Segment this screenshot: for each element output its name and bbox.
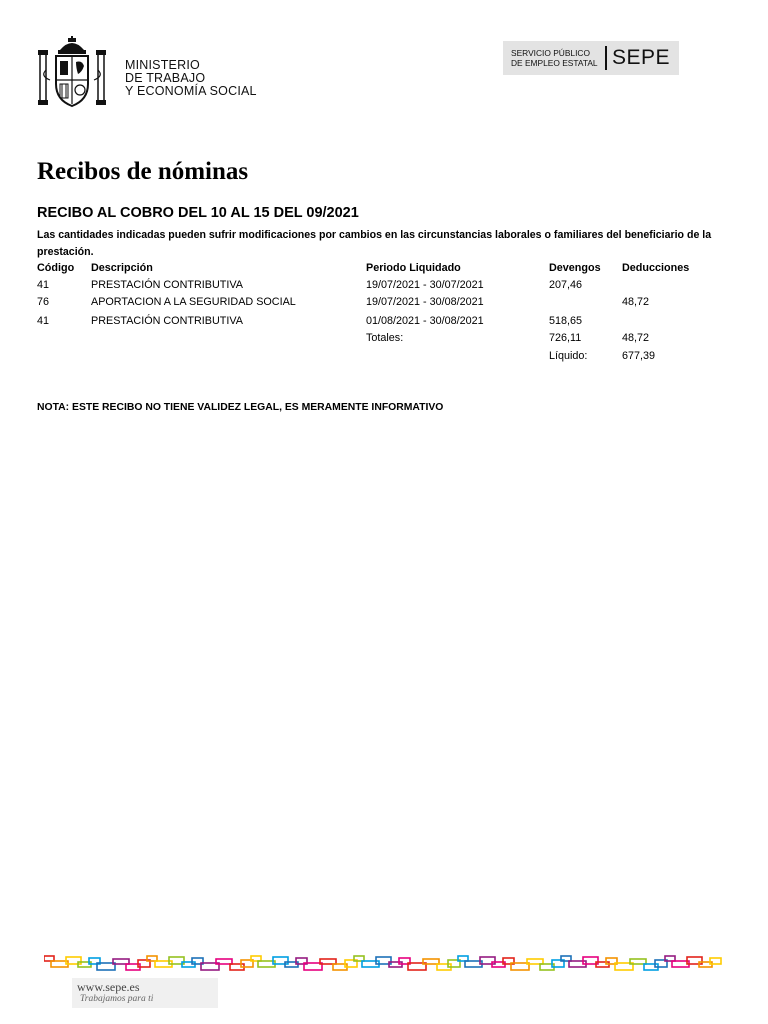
receipt-heading: RECIBO AL COBRO DEL 10 AL 15 DEL 09/2021 xyxy=(37,205,359,221)
footer-slogan: Trabajamos para ti xyxy=(80,994,154,1004)
page-title: Recibos de nóminas xyxy=(37,158,249,185)
ministry-line-3: Y ECONOMÍA SOCIAL xyxy=(125,84,257,98)
disclaimer-text: Las cantidades indicadas pueden sufrir modificaciones por cambios en las circunstancias laborales o familiares del beneficiario de la prestación. xyxy=(37,229,712,258)
totals-label: Totales: xyxy=(366,332,404,344)
decorative-chain-banner xyxy=(44,952,724,974)
ministry-name xyxy=(125,59,257,98)
column-header-codigo: Código xyxy=(37,262,75,274)
totals-devengos: 726,11 xyxy=(549,332,582,344)
row-1-periodo: 19/07/2021 - 30/07/2021 xyxy=(366,279,484,291)
row-1-devengos: 207,46 xyxy=(549,279,583,291)
ministry-line-2: DE TRABAJO xyxy=(125,71,206,85)
column-header-deducciones: Deducciones xyxy=(622,262,690,274)
column-header-descripcion: Descripción xyxy=(91,262,153,274)
sepe-logo-subtitle xyxy=(511,48,598,68)
row-3-periodo: 01/08/2021 - 30/08/2021 xyxy=(366,315,484,327)
row-3-codigo: 41 xyxy=(37,315,50,327)
row-1-codigo: 41 xyxy=(37,279,50,291)
coat-of-arms-logo xyxy=(38,36,106,110)
liquido-value: 677,39 xyxy=(622,350,656,362)
row-2-codigo: 76 xyxy=(37,296,50,308)
footer-brand xyxy=(72,978,218,1008)
sepe-logo xyxy=(503,41,679,75)
row-2-periodo: 19/07/2021 - 30/08/2021 xyxy=(366,296,484,308)
liquido-label: Líquido: xyxy=(549,350,588,362)
legal-validity-note: NOTA: ESTE RECIBO NO TIENE VALIDEZ LEGAL, ES MERAMENTE INFORMATIVO xyxy=(37,402,444,413)
sepe-small-line-1: SERVICIO PÚBLICO xyxy=(511,48,590,58)
row-2-descripcion: APORTACION A LA SEGURIDAD SOCIAL xyxy=(91,296,296,308)
footer-url: www.sepe.es xyxy=(77,980,140,994)
sepe-logo-wordmark: SEPE xyxy=(612,46,671,69)
row-1-descripcion: PRESTACIÓN CONTRIBUTIVA xyxy=(91,279,243,291)
totals-deducciones: 48,72 xyxy=(622,332,650,344)
row-3-devengos: 518,65 xyxy=(549,315,583,327)
sepe-logo-divider xyxy=(605,46,607,70)
column-header-periodo: Periodo Liquidado xyxy=(366,262,461,274)
row-3-descripcion: PRESTACIÓN CONTRIBUTIVA xyxy=(91,315,243,327)
row-2-deducciones: 48,72 xyxy=(622,296,650,308)
ministry-line-1: MINISTERIO xyxy=(125,58,200,72)
column-header-devengos: Devengos xyxy=(549,262,601,274)
sepe-small-line-2: DE EMPLEO ESTATAL xyxy=(511,58,598,68)
